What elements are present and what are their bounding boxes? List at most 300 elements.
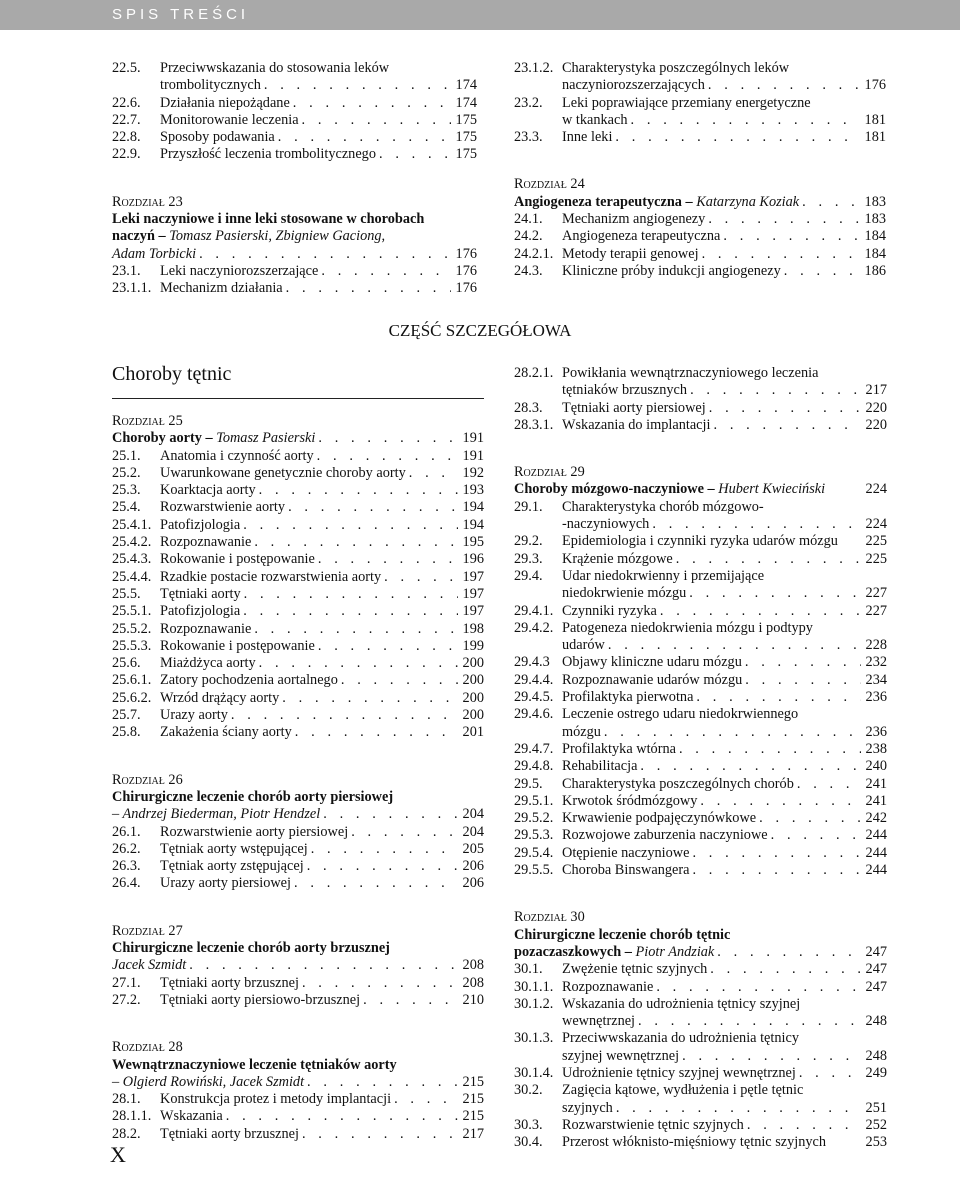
header-bar (0, 0, 960, 30)
page-number: 241 (865, 792, 887, 809)
section-number: 29.4.4. (514, 671, 554, 688)
page-number: 176 (455, 262, 477, 279)
page-number: 206 (462, 858, 484, 875)
chapter-authors: Katarzyna Koziak (696, 193, 800, 210)
chapter-label: Rozdział 23 (112, 193, 183, 210)
chapter-label: Rozdział 24 (514, 176, 585, 193)
page-number: 244 (865, 827, 887, 844)
toc-entry (514, 568, 887, 603)
page-number: 200 (462, 655, 484, 672)
page-number: 232 (865, 654, 887, 671)
page-number: 247 (865, 943, 887, 960)
toc-entry (514, 400, 887, 417)
toc-entry (514, 603, 887, 620)
toc-entry (514, 793, 887, 810)
section-number: 30.1.2. (514, 995, 554, 1012)
page-number: 228 (865, 637, 887, 654)
section-number: 29.5.3. (514, 827, 554, 844)
toc-entry (514, 129, 886, 146)
section-title: trombolitycznych (160, 77, 261, 94)
toc-entry (514, 533, 887, 550)
section-title: Czynniki ryzyka (562, 602, 657, 619)
header-title: SPIS TREŚCI (112, 6, 250, 23)
section-number: 30.1.3. (514, 1030, 554, 1047)
section-title: Wskazania do implantacji (562, 416, 711, 433)
page-number: 199 (462, 637, 484, 654)
section-title: Tętniak aorty zstępującej (160, 858, 304, 875)
section-title: Powikłania wewnątrznaczyniowego leczenia (562, 365, 819, 381)
section-title: -naczyniowych (562, 516, 650, 533)
toc-entry (514, 1117, 887, 1134)
toc-entry (514, 1082, 887, 1117)
section-number: 26.3. (112, 858, 141, 875)
section-title: szyjnej wewnętrznej (562, 1047, 680, 1064)
page-number: 192 (462, 464, 484, 481)
chapter-title: Leki naczyniowe i inne leki stosowane w chorobach (112, 211, 425, 228)
page-number: 198 (462, 620, 484, 637)
section-title: Leki naczyniorozszerzające (160, 262, 319, 279)
chapter-title: Angiogeneza terapeutyczna – Katarzyna Koziak . . . 183 (514, 194, 886, 211)
toc-entry (514, 263, 886, 280)
section-number: 25.4.2. (112, 534, 152, 551)
section-number: 22.5. (112, 60, 141, 76)
chapter-27 (112, 923, 484, 1009)
chapter-title-cont: pozaczaszkowych – Piotr Andziak . . . 247 (514, 944, 887, 961)
page-number: 200 (462, 672, 484, 689)
page-number: 175 (455, 146, 477, 163)
section-number: 29.5.5. (514, 862, 554, 879)
toc-entry (112, 95, 477, 112)
chapter-label: Rozdział 26 (112, 771, 183, 788)
section-title: Rozpoznawanie udarów mózgu (562, 671, 743, 688)
section-number: 23.1.2. (514, 60, 554, 76)
toc-entry (514, 689, 887, 706)
section-title: Leczenie ostrego udaru niedokrwiennego (562, 706, 799, 723)
page-number: 183 (864, 193, 886, 210)
section-title: Rehabilitacja (562, 758, 638, 775)
section-title: Mechanizm angiogenezy (562, 211, 706, 228)
section-number: 24.3. (514, 262, 543, 279)
section-title: Patogeneza niedokrwienia mózgu i podtypy (562, 619, 813, 636)
page-number: 191 (462, 430, 484, 447)
toc-column-right (514, 365, 887, 1151)
section-number: 28.2.1. (514, 365, 554, 381)
toc-entry (514, 499, 887, 534)
section-title: Przyszłość leczenia trombolitycznego (160, 146, 376, 163)
page-number: 244 (865, 844, 887, 861)
section-title: Patofizjologia (160, 516, 241, 533)
page-number: 234 (865, 671, 887, 688)
section-number: 24.2.1. (514, 245, 554, 262)
section-title: szyjnych (562, 1099, 613, 1116)
page-number: 194 (462, 499, 484, 516)
section-title: Rozwarstwienie aorty (160, 499, 286, 516)
page-number: 215 (462, 1091, 484, 1108)
chapter-title: Wewnątrznaczyniowe leczenie tętniaków aorty (112, 1056, 397, 1073)
section-title: Przerost włóknisto-mięśniowy tętnic szyjnych (562, 1134, 827, 1151)
chapter-authors: Hubert Kwieciński (718, 481, 826, 498)
page-number: 204 (462, 823, 484, 840)
section-title: Profilaktyka pierwotna (562, 689, 694, 706)
section-number: 22.6. (112, 94, 141, 111)
toc-entry (112, 707, 484, 724)
toc-entry (112, 1108, 484, 1125)
chapter-authors: Piotr Andziak (635, 943, 715, 960)
chapter-24 (514, 176, 886, 280)
page-number: 251 (865, 1099, 887, 1116)
chapter-30 (514, 909, 887, 1151)
section-title: Zatory pochodzenia aortalnego (160, 672, 338, 689)
section-title: Charakterystyka poszczególnych leków (562, 60, 790, 76)
section-title: Epidemiologia i czynniki ryzyka udarów mózgu (562, 533, 838, 550)
toc-entry (112, 112, 477, 129)
page-number: 210 (462, 991, 484, 1008)
section-number: 23.1.1. (112, 280, 152, 297)
toc-entry (112, 621, 484, 638)
toc-entry (112, 482, 484, 499)
toc-entry (112, 129, 477, 146)
page-number: 175 (455, 111, 477, 128)
toc-entry (112, 655, 484, 672)
section-title: Monitorowanie leczenia (160, 111, 299, 128)
section-number: 30.2. (514, 1082, 543, 1099)
page-number: 240 (865, 758, 887, 775)
toc-entry (514, 961, 887, 978)
section-title: Rozpoznawanie (562, 978, 654, 995)
page-number-roman: X (110, 1142, 126, 1167)
page-number: 215 (462, 1108, 484, 1125)
toc-column-top-left (112, 60, 477, 298)
section-number: 27.1. (112, 974, 141, 991)
section-number: 29.4.3 (514, 654, 550, 671)
toc-entry (514, 741, 887, 758)
chapter-23 (112, 194, 477, 298)
section-number: 25.4.1. (112, 516, 152, 533)
section-number: 29.1. (514, 498, 543, 515)
page-number: 244 (865, 862, 887, 879)
page-number: 248 (865, 1013, 887, 1030)
section-number: 30.1.1. (514, 978, 554, 995)
section-number: 22.9. (112, 146, 141, 163)
toc-entry (112, 841, 484, 858)
page-number: 217 (462, 1125, 484, 1142)
toc-entry (514, 758, 887, 775)
section-title: Choroby tętnic (112, 362, 484, 399)
section-title: Leki poprawiające przemiany energetyczne (562, 94, 811, 111)
section-number: 30.4. (514, 1134, 543, 1151)
section-number: 29.5. (514, 775, 543, 792)
section-number: 29.5.4. (514, 844, 554, 861)
page-number: 248 (865, 1047, 887, 1064)
section-number: 25.6. (112, 655, 141, 672)
section-number: 23.1. (112, 262, 141, 279)
section-number: 27.2. (112, 991, 141, 1008)
section-number: 29.4.6. (514, 706, 554, 723)
section-title: Rozpoznawanie (160, 534, 252, 551)
toc-entry (514, 365, 887, 400)
toc-entry (112, 586, 484, 603)
section-number: 23.3. (514, 129, 543, 146)
page-number: 247 (865, 961, 887, 978)
page-number: 193 (462, 482, 484, 499)
chapter-label: Rozdział 28 (112, 1039, 183, 1056)
section-number: 29.4.1. (514, 602, 554, 619)
section-number: 23.2. (514, 94, 543, 111)
section-number: 25.5. (112, 585, 141, 602)
section-title: Rozpoznawanie (160, 620, 252, 637)
toc-entry (112, 499, 484, 516)
page-number: 176 (455, 245, 477, 262)
page-number: 236 (865, 723, 887, 740)
section-title: Urazy aorty (160, 707, 228, 724)
page-number: 200 (462, 689, 484, 706)
toc-entry (112, 603, 484, 620)
page-number: 253 (865, 1134, 887, 1151)
section-number: 29.4.7. (514, 740, 554, 757)
toc-entry (112, 465, 484, 482)
section-title: Tętniaki aorty piersiowo-brzusznej (160, 991, 361, 1008)
chapter-authors: Tomasz Pasierski, Zbigniew Gaciong, (169, 228, 386, 245)
section-number: 28.1. (112, 1091, 141, 1108)
toc-entry (514, 810, 887, 827)
chapter-label: Rozdział 30 (514, 909, 585, 926)
section-title: Urazy aorty piersiowej (160, 875, 292, 892)
section-number: 25.6.1. (112, 672, 152, 689)
page-number: 184 (864, 245, 886, 262)
toc-entry (112, 690, 484, 707)
section-title: Angiogeneza terapeutyczna (562, 228, 721, 245)
toc-entry (514, 60, 886, 95)
page-number: 208 (462, 974, 484, 991)
section-number: 25.5.1. (112, 603, 152, 620)
section-title: Wskazania do udrożnienia tętnicy szyjnej (562, 995, 801, 1012)
section-title: wewnętrznej (562, 1013, 636, 1030)
page-number: 181 (864, 111, 886, 128)
section-title: Charakterystyka poszczególnych chorób (562, 775, 794, 792)
page-number: 225 (865, 550, 887, 567)
toc-entry (112, 263, 477, 280)
toc-entry (514, 845, 887, 862)
section-number: 29.4. (514, 567, 543, 584)
section-number: 25.4.3. (112, 551, 152, 568)
toc-entry (112, 569, 484, 586)
section-number: 26.2. (112, 840, 141, 857)
section-title: Tętniaki aorty (160, 585, 241, 602)
toc-entry (514, 246, 886, 263)
toc-entry (112, 858, 484, 875)
toc-entry (514, 1134, 887, 1151)
toc-entry (514, 211, 886, 228)
section-title: Mechanizm działania (160, 280, 283, 297)
chapter-authors: – Andrzej Biederman, Piotr Hendzel (112, 806, 321, 823)
chapter-authors-line: Adam Torbicki . . . 176 (112, 246, 477, 263)
section-title: tętniaków brzusznych (562, 382, 688, 399)
section-title: w tkankach (562, 111, 628, 128)
section-number: 28.3.1. (514, 416, 554, 433)
page-number: 186 (864, 262, 886, 279)
section-title: Uwarunkowane genetycznie choroby aorty (160, 464, 406, 481)
section-number: 30.3. (514, 1116, 543, 1133)
section-title: Rzadkie postacie rozwarstwienia aorty (160, 568, 382, 585)
chapter-title: Choroby mózgowo-naczyniowe – Hubert Kwieciński 224 (514, 481, 887, 498)
toc-entry (112, 1126, 484, 1143)
page-number: 252 (865, 1116, 887, 1133)
section-number: 29.4.2. (514, 619, 554, 636)
toc-entry (514, 417, 887, 434)
chapter-label: Rozdział 27 (112, 922, 183, 939)
toc-entry (514, 862, 887, 879)
section-title: mózgu (562, 723, 601, 740)
section-title: Choroba Binswangera (562, 862, 690, 879)
page-number: 183 (864, 211, 886, 228)
page-number: 197 (462, 603, 484, 620)
section-number: 25.4.4. (112, 568, 152, 585)
section-title: Tętniaki aorty piersiowej (562, 399, 706, 416)
toc-entry (514, 654, 887, 671)
section-title: Działania niepożądane (160, 94, 290, 111)
section-title: Miażdżyca aorty (160, 655, 256, 672)
chapter-authors: Tomasz Pasierski (216, 430, 316, 447)
page-number: 195 (462, 534, 484, 551)
section-title: Zwężenie tętnic szyjnych (562, 961, 708, 978)
section-number: 25.5.2. (112, 620, 152, 637)
section-number: 29.3. (514, 550, 543, 567)
page-number: 175 (455, 129, 477, 146)
toc-entry (112, 875, 484, 892)
section-title: Rozwarstwienie aorty piersiowej (160, 823, 349, 840)
page-number: 227 (865, 585, 887, 602)
toc-entry (514, 228, 886, 245)
section-number: 29.5.2. (514, 810, 554, 827)
section-title: Objawy kliniczne udaru mózgu (562, 654, 742, 671)
toc-entry (112, 534, 484, 551)
toc-entry (514, 776, 887, 793)
section-title: Inne leki (562, 129, 613, 146)
page-number: 197 (462, 585, 484, 602)
toc-entry (112, 551, 484, 568)
section-title: Konstrukcja protez i metody implantacji (160, 1091, 392, 1108)
section-title: Rokowanie i postępowanie (160, 551, 315, 568)
section-title: Otępienie naczyniowe (562, 844, 690, 861)
section-title: Sposoby podawania (160, 129, 275, 146)
section-title: Zakażenia ściany aorty (160, 724, 292, 741)
section-title: Przeciwwskazania do stosowania leków (160, 60, 390, 76)
toc-entry (112, 1091, 484, 1108)
chapter-authors-line (112, 1074, 484, 1091)
part-title: CZĘŚĆ SZCZEGÓŁOWA (388, 321, 572, 340)
toc-entry (514, 996, 887, 1031)
page-number: 238 (865, 740, 887, 757)
section-number: 25.8. (112, 724, 141, 741)
toc-entry (112, 824, 484, 841)
page-number: 208 (462, 957, 484, 974)
page-number: 249 (865, 1064, 887, 1081)
chapter-label: Rozdział 25 (112, 413, 183, 429)
page-number: 204 (462, 806, 484, 823)
chapter-28 (112, 1039, 484, 1143)
page-number: 241 (865, 775, 887, 792)
section-number: 28.1.1. (112, 1108, 152, 1125)
section-title: Przeciwwskazania do udrożnienia tętnicy (562, 1030, 799, 1047)
page-number: 220 (865, 416, 887, 433)
section-number: 29.2. (514, 533, 543, 550)
section-title: Metody terapii genowej (562, 245, 699, 262)
section-title: naczyniorozszerzających (562, 77, 705, 94)
section-title: Krwawienie podpajęczynówkowe (562, 810, 757, 827)
page-number: 196 (462, 551, 484, 568)
section-title: Rokowanie i postępowanie (160, 637, 315, 654)
page-number: 176 (455, 280, 477, 297)
toc-column-left (112, 413, 484, 1143)
page-number: 194 (462, 516, 484, 533)
section-title: Udar niedokrwienny i przemijające (562, 567, 765, 584)
section-title: Rozwarstwienie tętnic szyjnych (562, 1116, 744, 1133)
toc-entry (112, 724, 484, 741)
toc-entry (514, 1030, 887, 1065)
chapter-label: Rozdział 29 (514, 464, 585, 481)
section-number: 25.1. (112, 447, 141, 464)
page-number: 181 (864, 129, 886, 146)
page-number: 225 (865, 533, 887, 550)
section-number: 28.3. (514, 399, 543, 416)
section-title: Wskazania (160, 1108, 223, 1125)
section-title: Patofizjologia (160, 603, 241, 620)
page-number: 205 (462, 840, 484, 857)
section-number: 25.3. (112, 482, 141, 499)
chapter-25 (112, 413, 484, 742)
chapter-title-cont: naczyń – Tomasz Pasierski, Zbigniew Gaciong, (112, 228, 386, 245)
toc-entry (514, 620, 887, 655)
page-number: 176 (864, 77, 886, 94)
section-number: 25.5.3. (112, 637, 152, 654)
section-title: niedokrwienie mózgu (562, 585, 687, 602)
section-number: 22.7. (112, 111, 141, 128)
toc-entry (112, 638, 484, 655)
toc-entry (514, 551, 887, 568)
section-number: 26.4. (112, 875, 141, 892)
chapter-title: Choroby aorty – Tomasz Pasierski . . . 191 (112, 430, 484, 447)
toc-entry (514, 979, 887, 996)
section-number: 25.7. (112, 707, 141, 724)
toc-entry (112, 448, 484, 465)
section-title: Krążenie mózgowe (562, 550, 673, 567)
section-number: 22.8. (112, 129, 141, 146)
section-number: 25.2. (112, 464, 141, 481)
section-number: 25.6.2. (112, 689, 152, 706)
page-number: 174 (455, 77, 477, 94)
toc-entry (514, 827, 887, 844)
page-number: 184 (864, 228, 886, 245)
toc-entry (514, 672, 887, 689)
section-title: Zagięcia kątowe, wydłużenia i pętle tętnic (562, 1082, 804, 1099)
page-number: 224 (865, 516, 887, 533)
page-number: 191 (462, 447, 484, 464)
section-title: Koarktacja aorty (160, 482, 256, 499)
page-number: 220 (865, 399, 887, 416)
section-number: 29.4.8. (514, 758, 554, 775)
page-number: 174 (455, 94, 477, 111)
chapter-authors: – Olgierd Rowiński, Jacek Szmidt (112, 1073, 305, 1090)
section-title: Profilaktyka wtórna (562, 740, 676, 757)
section-number: 25.4. (112, 499, 141, 516)
section-title: Rozwojowe zaburzenia naczyniowe (562, 827, 768, 844)
page-number: 217 (865, 382, 887, 399)
section-number: 28.2. (112, 1125, 141, 1142)
section-title: Tętniaki aorty brzusznej (160, 1125, 299, 1142)
section-number: 26.1. (112, 823, 141, 840)
section-title: Kliniczne próby indukcji angiogenezy (562, 262, 781, 279)
toc-entry (112, 60, 477, 95)
